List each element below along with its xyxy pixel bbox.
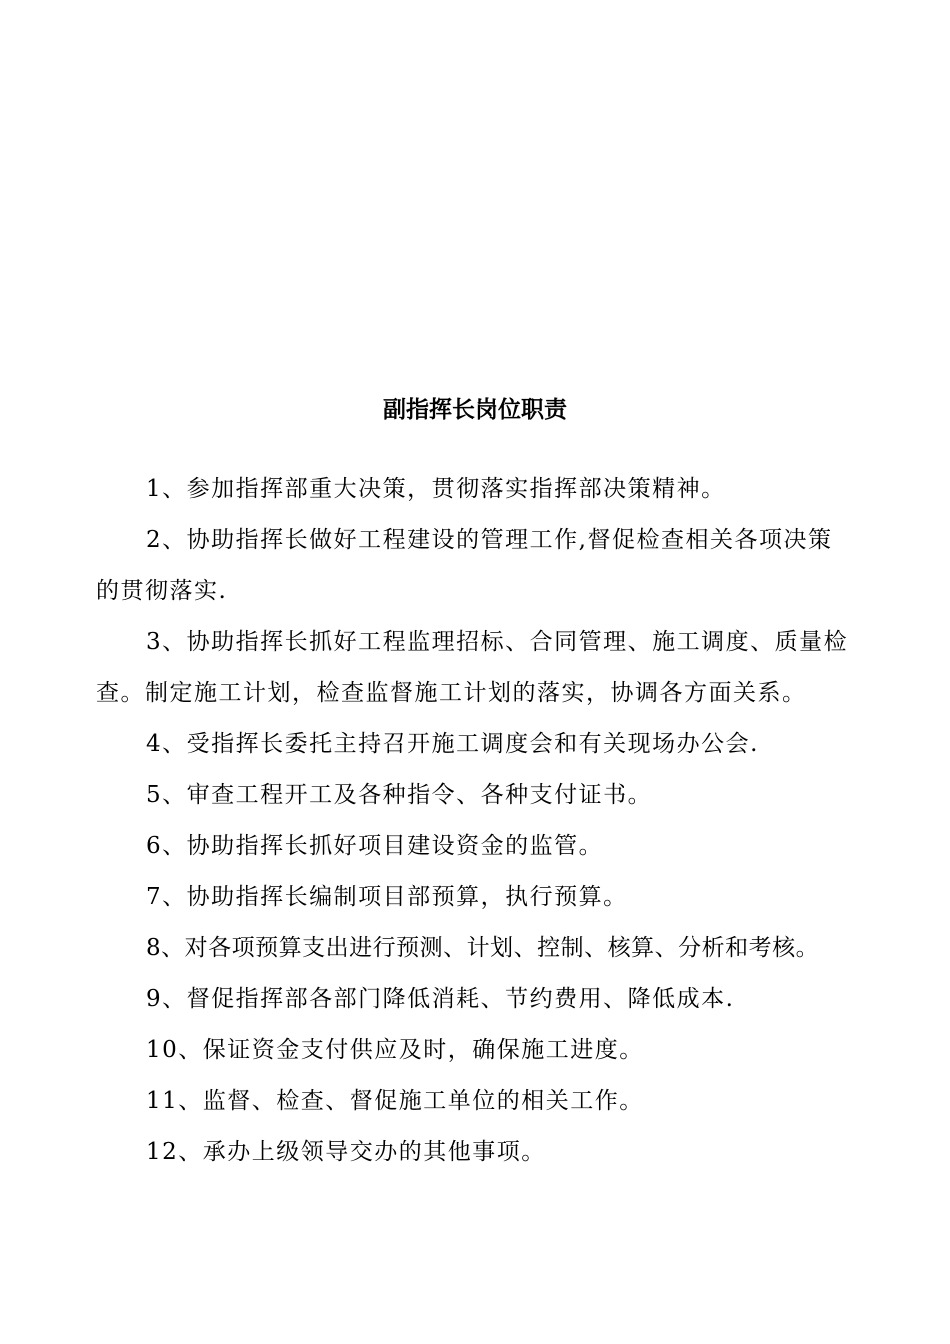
duty-item-11: 11、监督、检查、督促施工单位的相关工作。 [146, 1088, 644, 1114]
duty-item-6: 6、协助指挥长抓好项目建设资金的监管。 [146, 833, 604, 859]
duty-item-9: 9、督促指挥部各部门降低消耗、节约费用、降低成本. [146, 986, 735, 1012]
duty-item-8: 8、对各项预算支出进行预测、计划、控制、核算、分析和考核。 [146, 935, 820, 961]
duty-item-10: 10、保证资金支付供应及时，确保施工进度。 [146, 1037, 644, 1063]
duty-list [96, 464, 856, 1178]
duty-item-7: 7、协助指挥长编制项目部预算，执行预算。 [146, 884, 628, 910]
duty-item-5: 5、审查工程开工及各种指令、各种支付证书。 [146, 782, 653, 808]
duty-item-12: 12、承办上级领导交办的其他事项。 [146, 1139, 546, 1165]
duty-item-3: 3、协助指挥长抓好工程监理招标、合同管理、施工调度、质量检查。制定施工计划，检查监督施工计划的落实，协调各方面关系。 [96, 629, 849, 706]
document-title: 副指挥长岗位职责 [383, 397, 567, 423]
duty-item-2: 2、协助指挥长做好工程建设的管理工作,督促检查相关各项决策的贯彻落实. [96, 527, 833, 604]
duty-item-4: 4、受指挥长委托主持召开施工调度会和有关现场办公会. [146, 731, 759, 757]
duty-item-1: 1、参加指挥部重大决策，贯彻落实指挥部决策精神。 [146, 476, 726, 502]
